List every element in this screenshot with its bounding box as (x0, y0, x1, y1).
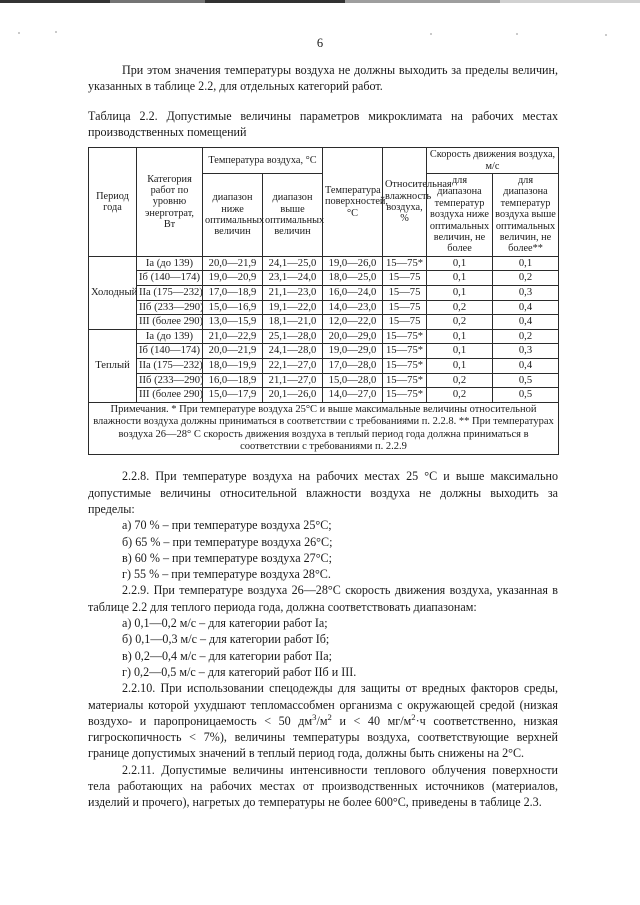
value-1-base: < 50 дм (264, 713, 313, 728)
cell-surface-temp: 16,0—24,0 (323, 286, 383, 301)
cell-air-temp-below: 20,0—21,9 (203, 344, 263, 359)
cell-air-temp-above: 25,1—28,0 (263, 329, 323, 344)
scan-speck (430, 33, 432, 35)
section-229-paragraph: 2.2.9. При температуре воздуха 26—28°С скорость движения воздуха, указанная в таблице 2.2 для теплого периода года, должна соответствовать диапазонам: (88, 583, 558, 614)
cell-air-temp-above: 19,1—22,0 (263, 300, 323, 315)
cell-category: III (более 290) (137, 388, 203, 403)
value-1-mid: /м (316, 713, 328, 728)
cell-air-temp-below: 18,0—19,9 (203, 359, 263, 374)
cell-velocity-above: 0,3 (493, 286, 559, 301)
cell-velocity-below: 0,2 (427, 373, 493, 388)
cell-humidity: 15—75* (383, 388, 427, 403)
section-2211-paragraph: 2.2.11. Допустимые величины интенсивности теплового облучения поверхности тела работающих на рабочих местах от производственных источников (материалов, изделий и прочего), нагретых до температуры не более 600°С, приведены в таблице 2.3. (88, 762, 558, 810)
cell-humidity: 15—75* (383, 344, 427, 359)
section-2210-text-2: соответственно, низкая гигроскопичность < 7%), величины температуры воздуха, соответствующие верхней границе допустимых значений в теплый период года, должны быть снижены на 2°С. (88, 713, 558, 761)
cell-air-temp-below: 13,0—15,9 (203, 315, 263, 330)
table-header-row-1 (89, 148, 559, 174)
table-row (89, 271, 559, 286)
section-229-item-b: б) 0,1—0,3 м/с – для категории работ Iб; (122, 632, 330, 647)
cell-humidity: 15—75* (383, 329, 427, 344)
cell-air-temp-above: 24,1—25,0 (263, 256, 323, 271)
value-2-exponent: 2 (411, 711, 416, 722)
table-body (89, 256, 559, 402)
cell-category: Iб (140—174) (137, 271, 203, 286)
table-row (89, 344, 559, 359)
cell-velocity-above: 0,4 (493, 359, 559, 374)
cell-air-temp-above: 22,1—27,0 (263, 359, 323, 374)
cell-humidity: 15—75 (383, 300, 427, 315)
cell-velocity-above: 0,4 (493, 300, 559, 315)
table-row (89, 300, 559, 315)
cell-surface-temp: 17,0—28,0 (323, 359, 383, 374)
table-row (89, 315, 559, 330)
cell-humidity: 15—75 (383, 315, 427, 330)
col-header-velocity-below: для диапазона температур воздуха ниже оптимальных величин, не более (427, 174, 493, 257)
cell-air-temp-above: 23,1—24,0 (263, 271, 323, 286)
value-1-exponent: 3 (312, 711, 317, 722)
col-header-surface-temp: Температура поверхностей, °С (323, 148, 383, 257)
value-1-exponent-2: 2 (327, 711, 332, 722)
table-notes-row (89, 402, 559, 455)
cell-period: Холодный (89, 256, 137, 329)
cell-category: Ia (до 139) (137, 256, 203, 271)
section-2210-paragraph (88, 680, 558, 761)
cell-velocity-below: 0,1 (427, 271, 493, 286)
col-header-humidity: Относительная влажность воздуха, % (383, 148, 427, 257)
col-header-air-temp-below: диапазон ниже оптимальных величин (203, 174, 263, 257)
cell-velocity-above: 0,2 (493, 329, 559, 344)
table-row (89, 286, 559, 301)
cell-air-temp-below: 21,0—22,9 (203, 329, 263, 344)
cell-category: IIа (175—232) (137, 359, 203, 374)
cell-humidity: 15—75 (383, 271, 427, 286)
table-head (89, 148, 559, 257)
cell-category: III (более 290) (137, 315, 203, 330)
col-header-air-temp-above: диапазон выше оптимальных величин (263, 174, 323, 257)
document-body (88, 62, 558, 811)
table-caption: Таблица 2.2. Допустимые величины параметров микроклимата на рабочих местах производственных помещений (88, 108, 558, 139)
section-2210-text-1: 2.2.10. При использовании спецодежды для защиты от вредных факторов среды, материалы которой ухудшают тепломассобмен организма с окружающей средой (низкая воздухо- и паропроницаемость (88, 681, 558, 728)
table-row (89, 388, 559, 403)
microclimate-table (88, 147, 559, 455)
section-228-item-a: а) 70 % – при температуре воздуха 25°С; (122, 518, 332, 533)
cell-velocity-above: 0,5 (493, 388, 559, 403)
table-foot (89, 402, 559, 455)
cell-humidity: 15—75* (383, 373, 427, 388)
section-2210-conjunction: и (331, 713, 354, 728)
cell-air-temp-above: 21,1—23,0 (263, 286, 323, 301)
col-header-category: Категория работ по уровню энерготрат, Вт (137, 148, 203, 257)
cell-velocity-below: 0,1 (427, 256, 493, 271)
table-notes: Примечания. * При температуре воздуха 25°С и выше максимальные величины относительной влажности воздуха должны приниматься в соответствии с требованиями п. 2.2.8. ** При температурах воздуха 26—28° С скорость движения воздуха в теплый период года должна приниматься в соответствии с требованиями п. 2.2.9 (89, 402, 559, 455)
section-228-item-g: г) 55 % – при температуре воздуха 28°С. (122, 567, 331, 582)
cell-humidity: 15—75* (383, 359, 427, 374)
col-header-velocity-group: Скорость движения воздуха, м/с (427, 148, 559, 174)
cell-humidity: 15—75* (383, 256, 427, 271)
cell-category: IIа (175—232) (137, 286, 203, 301)
scan-speck (55, 31, 57, 33)
cell-air-temp-above: 20,1—26,0 (263, 388, 323, 403)
cell-velocity-above: 0,4 (493, 315, 559, 330)
value-2-unit: ·ч (415, 713, 426, 728)
cell-category: IIб (233—290) (137, 373, 203, 388)
cell-surface-temp: 14,0—27,0 (323, 388, 383, 403)
cell-air-temp-below: 19,0—20,9 (203, 271, 263, 286)
section-2210-value-1 (264, 711, 332, 728)
cell-velocity-above: 0,5 (493, 373, 559, 388)
cell-velocity-below: 0,1 (427, 359, 493, 374)
section-229-item-v: в) 0,2—0,4 м/с – для категории работ IIа; (122, 648, 333, 663)
cell-surface-temp: 20,0—29,0 (323, 329, 383, 344)
cell-air-temp-below: 15,0—16,9 (203, 300, 263, 315)
section-229-item-a: а) 0,1—0,2 м/с – для категории работ Ia; (122, 616, 328, 631)
cell-velocity-below: 0,2 (427, 315, 493, 330)
cell-velocity-above: 0,1 (493, 256, 559, 271)
cell-surface-temp: 19,0—26,0 (323, 256, 383, 271)
cell-period: Теплый (89, 329, 137, 402)
scan-speck (516, 33, 518, 35)
cell-air-temp-below: 17,0—18,9 (203, 286, 263, 301)
cell-velocity-below: 0,1 (427, 329, 493, 344)
intro-paragraph: При этом значения температуры воздуха не должны выходить за пределы величин, указанных в таблице 2.2, для отдельных категорий работ. (88, 63, 558, 94)
cell-category: Ia (до 139) (137, 329, 203, 344)
cell-category: IIб (233—290) (137, 300, 203, 315)
scan-speck (18, 32, 20, 34)
cell-air-temp-above: 21,1—27,0 (263, 373, 323, 388)
cell-surface-temp: 19,0—29,0 (323, 344, 383, 359)
cell-velocity-above: 0,3 (493, 344, 559, 359)
cell-velocity-below: 0,1 (427, 344, 493, 359)
section-229-item-g: г) 0,2—0,5 м/с – для категорий работ IIб и III. (122, 664, 357, 679)
section-228-item-v: в) 60 % – при температуре воздуха 27°С; (122, 550, 332, 565)
cell-category: Iб (140—174) (137, 344, 203, 359)
cell-surface-temp: 12,0—22,0 (323, 315, 383, 330)
cell-velocity-below: 0,2 (427, 388, 493, 403)
table-row (89, 373, 559, 388)
page-number: 6 (316, 36, 324, 50)
cell-velocity-below: 0,2 (427, 300, 493, 315)
table-row (89, 359, 559, 374)
section-228-item-b: б) 65 % – при температуре воздуха 26°С; (122, 534, 333, 549)
cell-air-temp-above: 18,1—21,0 (263, 315, 323, 330)
cell-humidity: 15—75 (383, 286, 427, 301)
col-header-air-temp-group: Температура воздуха, °С (203, 148, 323, 174)
cell-surface-temp: 14,0—23,0 (323, 300, 383, 315)
section-2210-value-2 (353, 711, 426, 728)
table-row (89, 329, 559, 344)
cell-air-temp-above: 24,1—28,0 (263, 344, 323, 359)
table-row (89, 256, 559, 271)
cell-air-temp-below: 16,0—18,9 (203, 373, 263, 388)
cell-velocity-below: 0,1 (427, 286, 493, 301)
col-header-period: Период года (89, 148, 137, 257)
col-header-velocity-above: для диапазона температур воздуха выше оптимальных величин, не более** (493, 174, 559, 257)
section-228-paragraph: 2.2.8. При температуре воздуха на рабочих местах 25 °С и выше максимально допустимые величины относительной влажности воздуха не должны выходить за пределы: (88, 469, 558, 516)
value-2-base: < 40 мг/м (353, 713, 412, 728)
cell-surface-temp: 18,0—25,0 (323, 271, 383, 286)
cell-air-temp-below: 15,0—17,9 (203, 388, 263, 403)
cell-air-temp-below: 20,0—21,9 (203, 256, 263, 271)
cell-velocity-above: 0,2 (493, 271, 559, 286)
cell-surface-temp: 15,0—28,0 (323, 373, 383, 388)
